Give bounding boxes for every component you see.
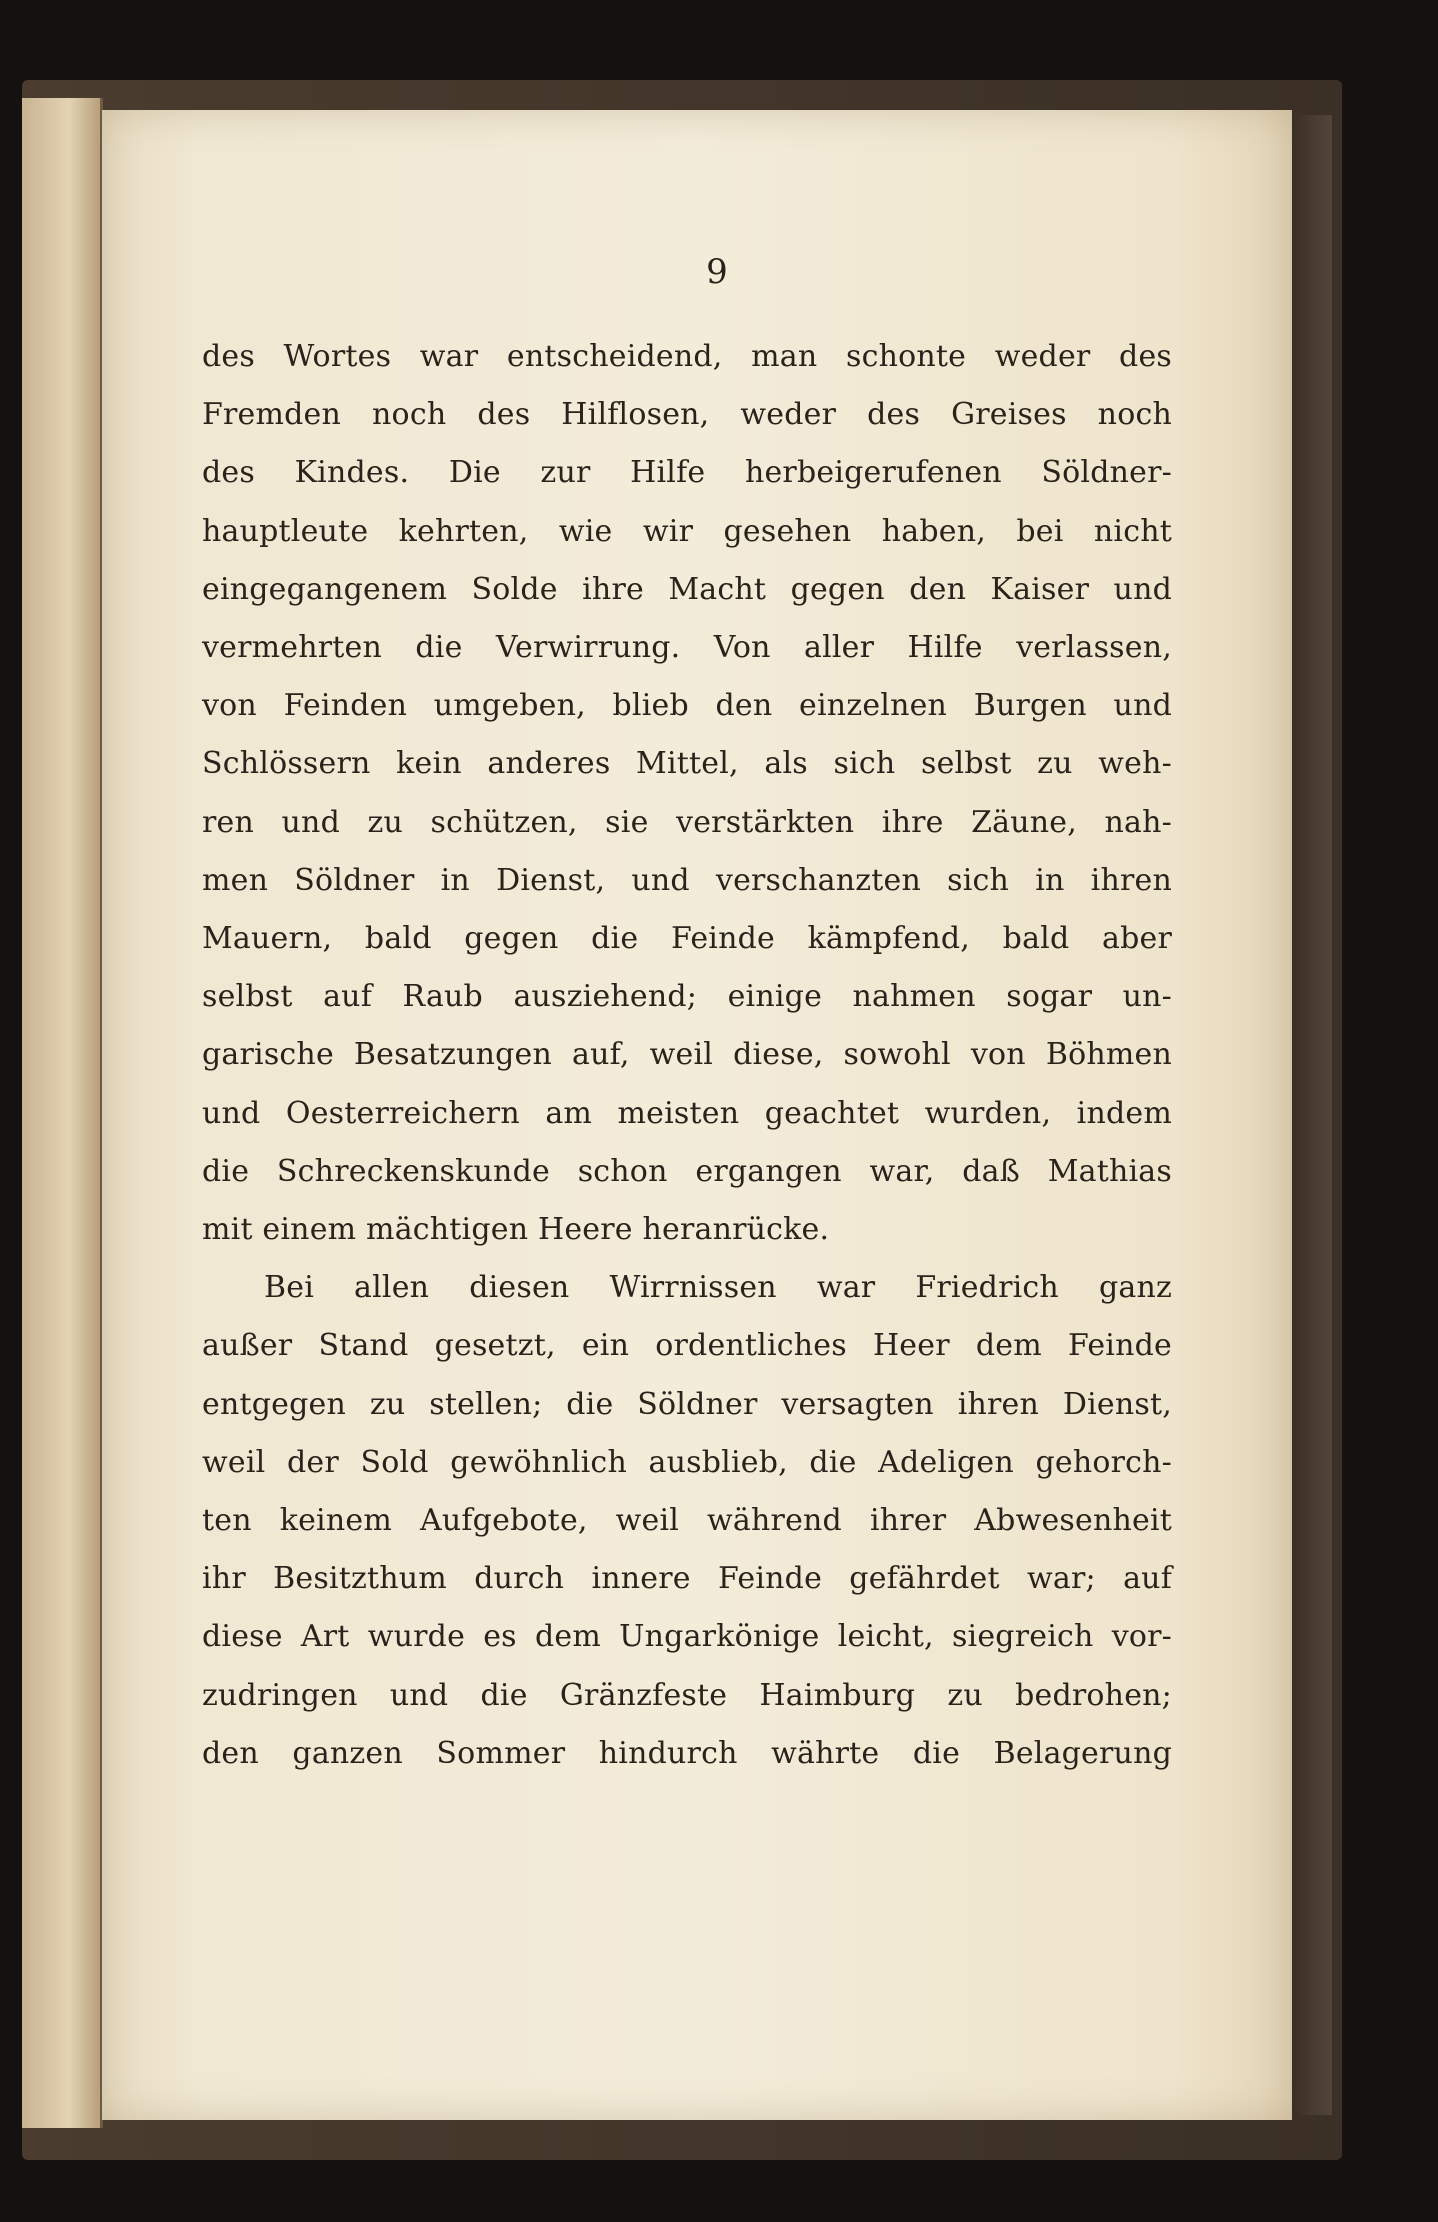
text-line: Fremden noch des Hilflosen, weder des Greises noch (202, 397, 1172, 433)
text-line: die Schreckenskunde schon ergangen war, daß Mathias (202, 1153, 1172, 1189)
text-line: ten keinem Aufgebote, weil während ihrer Abwesenheit (202, 1503, 1172, 1539)
page-body-text (202, 328, 1172, 1783)
text-line: diese Art wurde es dem Ungarkönige leicht, siegreich vor- (202, 1619, 1172, 1655)
text-line: ren und zu schützen, sie verstärkten ihre Zäune, nah- (202, 804, 1172, 840)
text-line: eingegangenem Solde ihre Macht gegen den Kaiser und (202, 571, 1172, 607)
text-line: men Söldner in Dienst, und verschanzten sich in ihren (202, 862, 1172, 898)
text-line: des Wortes war entscheidend, man schonte weder des (202, 339, 1172, 374)
text-line: selbst auf Raub ausziehend; einige nahmen sogar un- (202, 979, 1172, 1015)
text-line: entgegen zu stellen; die Söldner versagten ihren Dienst, (202, 1386, 1172, 1422)
text-line: des Kindes. Die zur Hilfe herbeigerufenen Söldner- (202, 455, 1172, 491)
text-line: ihr Besitzthum durch innere Feinde gefährdet war; auf (202, 1561, 1172, 1597)
paragraph-start-line: Bei allen diesen Wirrnissen war Friedrich ganz (264, 1270, 1172, 1306)
text-line: Schlössern kein anderes Mittel, als sich selbst zu weh- (202, 746, 1172, 782)
text-line: zudringen und die Gränzfeste Haimburg zu bedrohen; (202, 1677, 1172, 1713)
text-line: den ganzen Sommer hindurch währte die Belagerung (202, 1735, 1172, 1771)
text-line: hauptleute kehrten, wie wir gesehen haben, bei nicht (202, 513, 1172, 549)
text-line: von Feinden umgeben, blieb den einzelnen Burgen und (202, 688, 1172, 724)
left-page-edge (22, 98, 103, 2128)
text-line: Mauern, bald gegen die Feinde kämpfend, bald aber (202, 921, 1172, 957)
page-number: 9 (706, 252, 728, 292)
text-line: vermehrten die Verwirrung. Von aller Hilfe verlassen, (202, 630, 1172, 666)
text-line: weil der Sold gewöhnlich ausblieb, die Adeligen gehorch- (202, 1444, 1172, 1480)
text-line: außer Stand gesetzt, ein ordentliches Heer dem Feinde (202, 1328, 1172, 1364)
book-page (102, 110, 1292, 2120)
text-line: und Oesterreichern am meisten geachtet wurden, indem (202, 1095, 1172, 1131)
text-line: garische Besatzungen auf, weil diese, sowohl von Böhmen (202, 1037, 1172, 1073)
paragraph-end-line: mit einem mächtigen Heere heranrücke. (202, 1212, 830, 1248)
right-cover-edge (1292, 115, 1332, 2115)
